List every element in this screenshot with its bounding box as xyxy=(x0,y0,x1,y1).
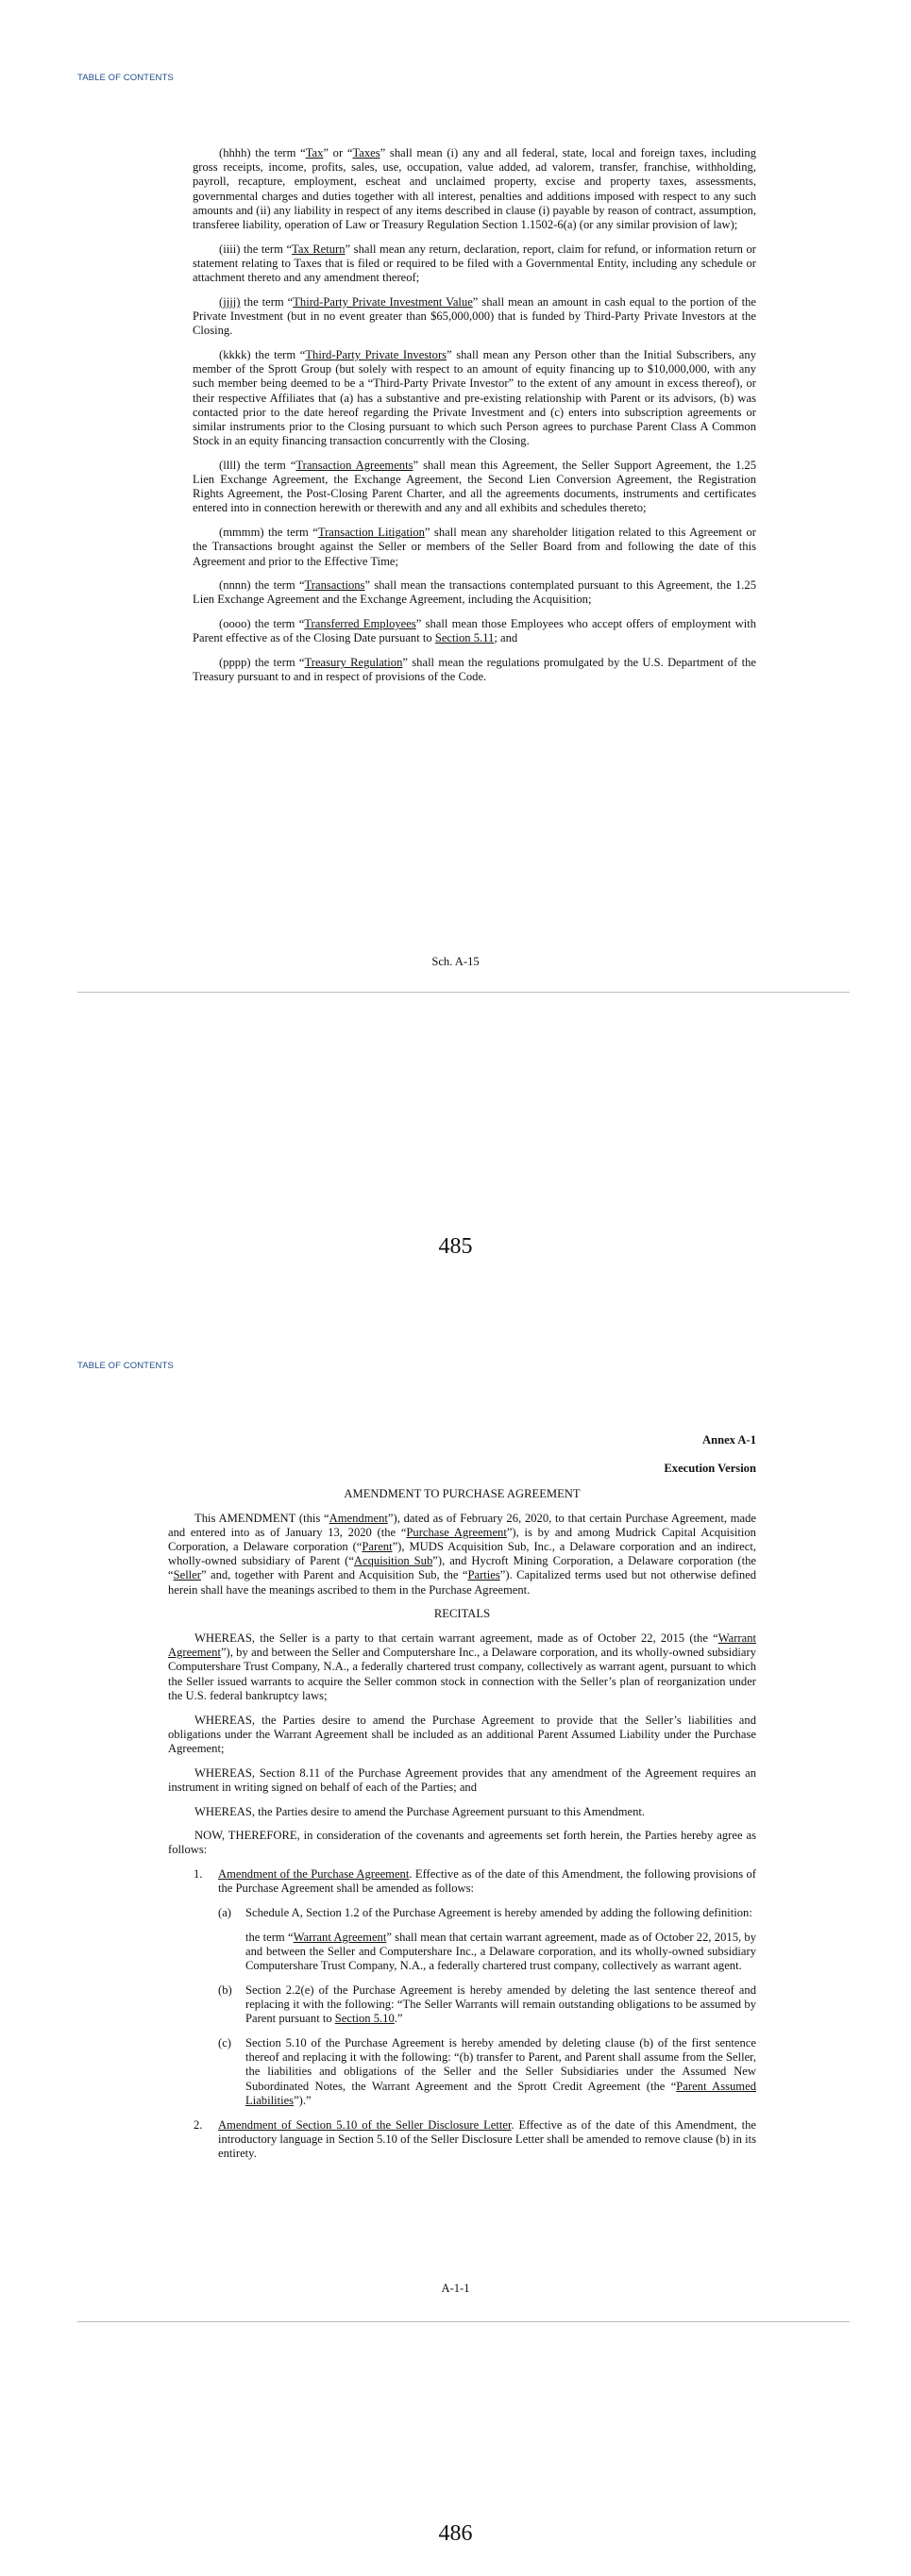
whereas-1: WHEREAS, the Seller is a party to that certain warrant agreement, made as of October 22, 2015 (the “Warrant Agreement”), by and between the Seller and Computershare Inc., a Delaware corporation, and its wholly-owned subsidiary Computershare Trust Company, N.A., a federally chartered trust company, collectively as warrant agent, pursuant to which the Seller issued warrants to acquire the Seller common stock in connection with the Seller’s plan of reorganization under the U.S. federal bankruptcy laws; xyxy=(168,1631,756,1702)
table-of-contents-link[interactable]: TABLE OF CONTENTS xyxy=(77,1361,174,1371)
execution-version-label: Execution Version xyxy=(664,1462,756,1476)
definition-transaction-agreements: (llll) the term “Transaction Agreements” shall mean this Agreement, the Seller Support Agreement, the 1.25 Lien Exchange Agreement, the Exchange Agreement, the Second Lien Conversion Agreement, the Registration Rights Agreement, the Post-Closing Parent Charter, and all the agreements documents, instruments and certificates entered into in connection herewith or therewith and any and all exhibits and schedules thereto; xyxy=(193,458,756,515)
recitals-heading: RECITALS xyxy=(433,1607,491,1621)
whereas-3: WHEREAS, Section 8.11 of the Purchase Agreement provides that any amendment of the Agreement requires an instrument in writing signed on behalf of each of the Parties; and xyxy=(168,1765,756,1794)
page-number: 485 xyxy=(438,1234,473,1259)
whereas-2: WHEREAS, the Parties desire to amend the Purchase Agreement to provide that the Seller’s liabilities and obligations under the Warrant Agreement shall be included as an additional Parent Assumed Liability under the Purchase Agreement; xyxy=(168,1713,756,1755)
amendment-intro: This AMENDMENT (this “Amendment”), dated as of February 26, 2020, to that certain Purchase Agreement, made and entered into as of January 13, 2020 (the “Purchase Agreement”), is by and among Mudrick Capital Acquisition Corporation, a Delaware corporation (“Parent”), MUDS Acquisition Sub, Inc., a Delaware corporation and an indirect, wholly-owned subsidiary of Parent (“Acquisition Sub”), and Hycroft Mining Corporation, a Delaware corporation (the “Seller” and, together with Parent and Acquisition Sub, the “Parties”). Capitalized terms used but not otherwise defined herein shall have the meanings ascribed to them in the Purchase Agreement. xyxy=(168,1511,757,1597)
warrant-agreement-definition: the term “Warrant Agreement” shall mean that certain warrant agreement, made as of October 22, 2015, by and between the Seller and Computershare Inc., a Delaware corporation, and its wholly-owned subsidiary Computershare Trust Company, N.A., a federally chartered trust company, collectively as warrant agent. xyxy=(245,1930,756,1973)
definition-tax: (hhhh) the term “Tax” or “Taxes” shall mean (i) any and all federal, state, local and foreign taxes, including gross receipts, income, profits, sales, use, occupation, value added, ad valorem, transfer, franchise, withholding, payroll, recapture, employment, escheat and unclaimed property, excise and property taxes, assessments, governmental charges and duties together with all interest, penalties and additions imposed with respect to any such amounts and (ii) any liability in respect of any items described in clause (i) payable by reason of contract, assumption, transferee liability, operation of Law or Treasury Regulation Section 1.1502-6(a) (or any similar provision of law); xyxy=(193,146,756,232)
amendment-subitem-c: (c) Section 5.10 of the Purchase Agreement is hereby amended by deleting clause (b) of the first sentence thereof and replacing it with the following: “(b) transfer to Parent, and Parent shall assume from the Seller, the liabilities and obligations of the Seller and the Seller Subsidiaries under the Assumed New Subordinated Notes, the Warrant Agreement and the Sprott Credit Agreement (the “Parent Assumed Liabilities”).” xyxy=(218,2036,756,2107)
section-5-10-link[interactable]: Section 5.10 xyxy=(334,2012,395,2026)
definition-treasury-regulation: (pppp) the term “Treasury Regulation” shall mean the regulations promulgated by the U.S. Department of the Treasury pursuant to and in respect of provisions of the Code. xyxy=(193,656,756,684)
now-therefore: NOW, THEREFORE, in consideration of the covenants and agreements set forth herein, the Parties hereby agree as follows: xyxy=(168,1829,756,1857)
amendment-item-1: 1. Amendment of the Purchase Agreement. Effective as of the date of this Amendment, the following provisions of the Purchase Agreement shall be amended as follows: xyxy=(194,1867,756,1896)
amendment-item-2: 2. Amendment of Section 5.10 of the Seller Disclosure Letter. Effective as of the date of this Amendment, the introductory language in Section 5.10 of the Seller Disclosure Letter shall be amended to remove clause (b) in its entirety. xyxy=(194,2117,756,2160)
whereas-4: WHEREAS, the Parties desire to amend the Purchase Agreement pursuant to this Amendment. xyxy=(194,1804,646,1818)
amendment-document xyxy=(168,1433,756,2171)
page-number: 486 xyxy=(438,2521,473,2546)
definition-third-party-private-investors: (kkkk) the term “Third-Party Private Investors” shall mean any Person other than the Initial Subscribers, any member of the Sprott Group (but solely with respect to an amount of equity financing up to $10,000,000, with any such member being deemed to be a “Third-Party Private Investor” to the extent of any amount in excess thereof), or their respective Affiliates that (a) has a substantive and pre-existing relationship with Parent or its advisors, (b) was contacted prior to the date hereof regarding the Private Investment and (c) enters into subscription agreements or similar instruments prior to the Closing pursuant to which such Person agrees to purchase Parent Class A Common Stock in an equity financing transaction concurrently with the Closing. xyxy=(193,347,756,448)
page-divider xyxy=(77,992,850,993)
definition-transactions: (nnnn) the term “Transactions” shall mean the transactions contemplated pursuant to this Agreement, the 1.25 Lien Exchange Agreement and the Exchange Agreement, including the Acquisition; xyxy=(193,578,757,607)
page-footer: A-1-1 xyxy=(441,2282,470,2295)
table-of-contents-link[interactable]: TABLE OF CONTENTS xyxy=(77,73,174,83)
definition-transferred-employees: (oooo) the term “Transferred Employees” shall mean those Employees who accept offers of employment with Parent effective as of the Closing Date pursuant to Section 5.11; and xyxy=(193,617,756,645)
annex-label: Annex A-1 xyxy=(701,1433,756,1447)
definition-transaction-litigation: (mmmm) the term “Transaction Litigation” shall mean any shareholder litigation related to this Agreement or the Transactions brought against the Seller or members of the Seller Board from and following the date of this Agreement and prior to the Effective Time; xyxy=(193,526,756,568)
amendment-subitem-b: (b) Section 2.2(e) of the Purchase Agreement is hereby amended by deleting the last sentence thereof and replacing it with the following: “The Seller Warrants will remain outstanding obligations to be assumed by Parent pursuant to Section 5.10.” xyxy=(218,1982,756,2026)
amendment-subitem-a: (a) Schedule A, Section 1.2 of the Purchase Agreement is hereby amended by adding the following definition: xyxy=(218,1906,752,1920)
definition-third-party-private-investment-value: (jjjj) the term “Third-Party Private Investment Value” shall mean an amount in cash equal to the portion of the Private Investment (but in no event greater than $65,000,000) that is funded by Third-Party Private Investors at the Closing. xyxy=(193,294,756,338)
definition-tax-return: (iiii) the term “Tax Return” shall mean any return, declaration, report, claim for refund, or information return or statement relating to Taxes that is filed or required to be filed with a Governmental Entity, including any schedule or attachment thereto and any amendment thereof; xyxy=(193,242,756,285)
schedule-definitions xyxy=(193,146,756,694)
page-footer: Sch. A-15 xyxy=(431,955,480,968)
section-5-11-link[interactable]: Section 5.11 xyxy=(434,631,495,645)
amendment-title: AMENDMENT TO PURCHASE AGREEMENT xyxy=(344,1487,581,1501)
page-divider xyxy=(77,2321,850,2322)
